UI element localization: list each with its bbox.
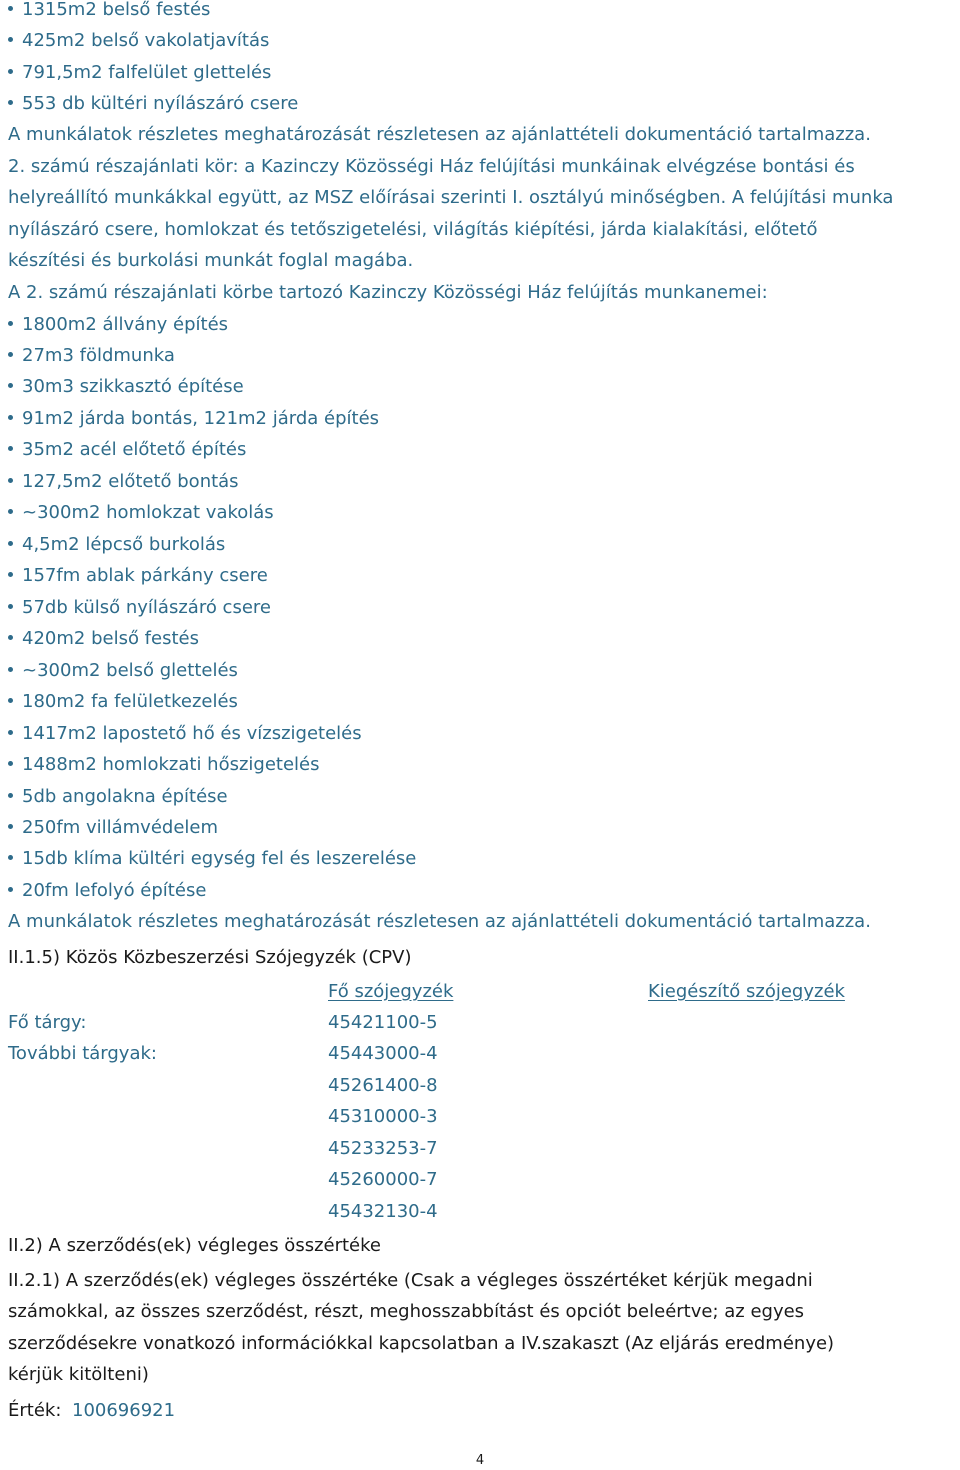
list-item: 127,5m2 előtető bontás <box>8 470 239 494</box>
cpv-additional-objects-label: További tárgyak: <box>8 1043 157 1064</box>
list-item: 420m2 belső festés <box>8 627 199 651</box>
section-final-value-text: kérjük kitölteni) <box>8 1364 149 1385</box>
cpv-main-object-label: Fő tárgy: <box>8 1012 87 1033</box>
list-item: 553 db kültéri nyílászáró csere <box>8 92 298 116</box>
cpv-supplementary-vocabulary-header: Kiegészítő szójegyzék <box>648 981 845 1002</box>
list-item: 5db angolakna építése <box>8 785 228 809</box>
section-final-value-text: szerződésekre vonatkozó információkkal kapcsolatban a IV.szakaszt (Az eljárás eredménye) <box>8 1333 835 1354</box>
section-final-value-heading: II.2) A szerződés(ek) végleges összértéke <box>8 1235 381 1256</box>
section-final-value-text: II.2.1) A szerződés(ek) végleges összértéke (Csak a végleges összértéket kérjük megadni <box>8 1270 813 1291</box>
list-item: 30m3 szikkasztó építése <box>8 375 244 399</box>
cpv-additional-code: 45432130-4 <box>328 1201 438 1222</box>
cpv-additional-code: 45260000-7 <box>328 1169 438 1190</box>
paragraph-lot2-line: helyreállító munkákkal együtt, az MSZ előírásai szerinti I. osztályú minőségben. A felújítási munka <box>8 187 894 208</box>
list-item: 91m2 járda bontás, 121m2 járda építés <box>8 407 379 431</box>
paragraph-documentation-note: A munkálatok részletes meghatározását részletesen az ajánlattételi dokumentáció tartalmazza. <box>8 124 871 145</box>
list-item: ~300m2 belső glettelés <box>8 659 238 683</box>
page-number: 4 <box>475 1453 485 1468</box>
list-item: 1417m2 lapostető hő és vízszigetelés <box>8 722 362 746</box>
cpv-main-object-code: 45421100-5 <box>328 1012 438 1033</box>
list-item: 57db külső nyílászáró csere <box>8 596 271 620</box>
cpv-additional-code: 45233253-7 <box>328 1138 438 1159</box>
list-item: 157fm ablak párkány csere <box>8 564 268 588</box>
list-item: 4,5m2 lépcső burkolás <box>8 533 225 557</box>
cpv-additional-code: 45443000-4 <box>328 1043 438 1064</box>
paragraph-lot2-line: nyílászáró csere, homlokzat és tetőszigetelési, világítás kiépítési, járda kialakítási, előtető <box>8 219 818 240</box>
list-item: 20fm lefolyó építése <box>8 879 206 903</box>
list-item: 180m2 fa felületkezelés <box>8 690 238 714</box>
list-item: 1800m2 állvány építés <box>8 313 228 337</box>
cpv-additional-code: 45310000-3 <box>328 1106 438 1127</box>
cpv-heading: II.1.5) Közös Közbeszerzési Szójegyzék (CPV) <box>8 947 412 968</box>
paragraph-lot2-line: 2. számú részajánlati kör: a Kazinczy Közösségi Ház felújítási munkáinak elvégzése bontási és <box>8 156 855 177</box>
paragraph-lot2-line: készítési és burkolási munkát foglal magába. <box>8 250 414 271</box>
list-item: 27m3 földmunka <box>8 344 175 368</box>
paragraph-documentation-note: A munkálatok részletes meghatározását részletesen az ajánlattételi dokumentáció tartalmazza. <box>8 911 871 932</box>
cpv-main-vocabulary-header: Fő szójegyzék <box>328 981 454 1002</box>
final-value-label: Érték: <box>8 1400 62 1421</box>
paragraph-lot2-intro: A 2. számú részajánlati körbe tartozó Kazinczy Közösségi Ház felújítás munkanemei: <box>8 282 768 303</box>
cpv-additional-code: 45261400-8 <box>328 1075 438 1096</box>
list-item: 1315m2 belső festés <box>8 0 210 22</box>
list-item: 1488m2 homlokzati hőszigetelés <box>8 753 320 777</box>
list-item: 425m2 belső vakolatjavítás <box>8 29 269 53</box>
list-item: 250fm villámvédelem <box>8 816 218 840</box>
list-item: ~300m2 homlokzat vakolás <box>8 501 274 525</box>
list-item: 15db klíma kültéri egység fel és leszerelése <box>8 847 416 871</box>
section-final-value-text: számokkal, az összes szerződést, részt, meghosszabbítást és opciót beleértve; az egyes <box>8 1301 805 1322</box>
list-item: 35m2 acél előtető építés <box>8 438 246 462</box>
list-item: 791,5m2 falfelület glettelés <box>8 61 271 85</box>
final-value-amount: 100696921 <box>72 1400 176 1421</box>
